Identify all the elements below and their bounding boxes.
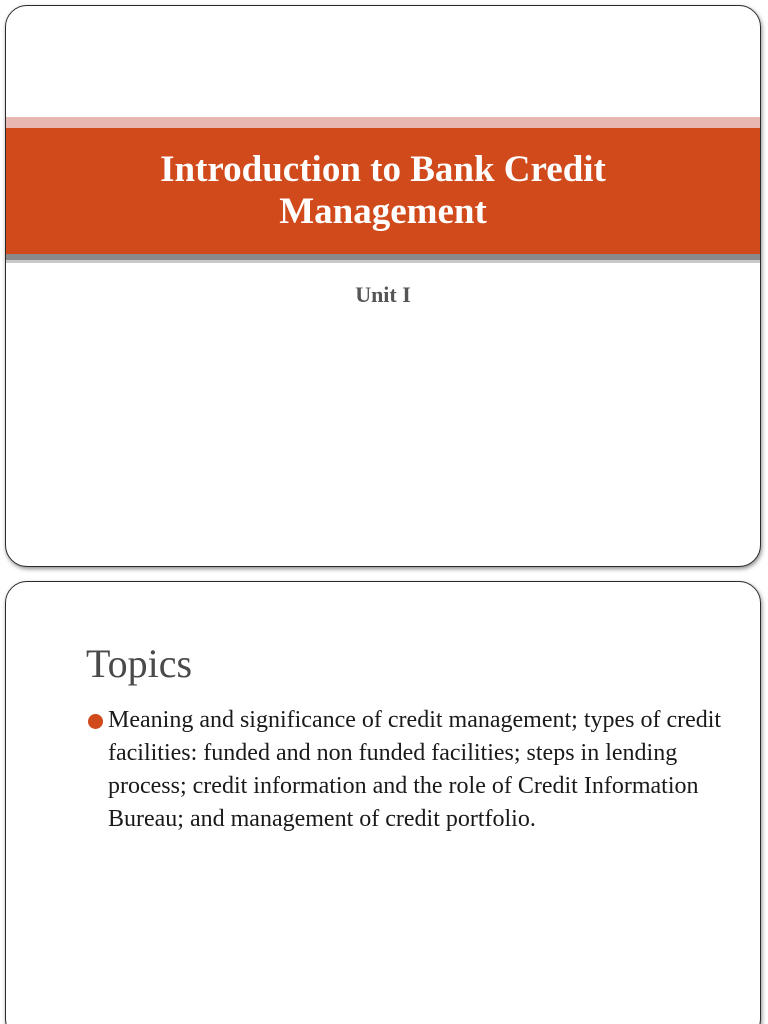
topics-heading: Topics [86, 641, 193, 686]
title-top-stripe [6, 117, 760, 128]
list-item [88, 704, 728, 836]
bullet-text: Meaning and significance of credit management; types of credit facilities: funded and non funded facilities; steps in lending process; credit information and the role of Credit Information Bureau; and management of credit portfolio. [108, 707, 722, 832]
topics-list [88, 704, 728, 836]
title-band [6, 128, 760, 254]
slide-subtitle: Unit I [355, 282, 411, 307]
title-slide [5, 5, 761, 567]
bullet-dot-icon [88, 714, 103, 729]
title-bottom-shadow [6, 260, 760, 263]
slide-title: Introduction to Bank Credit Management [160, 149, 606, 232]
topics-slide [5, 581, 761, 1024]
